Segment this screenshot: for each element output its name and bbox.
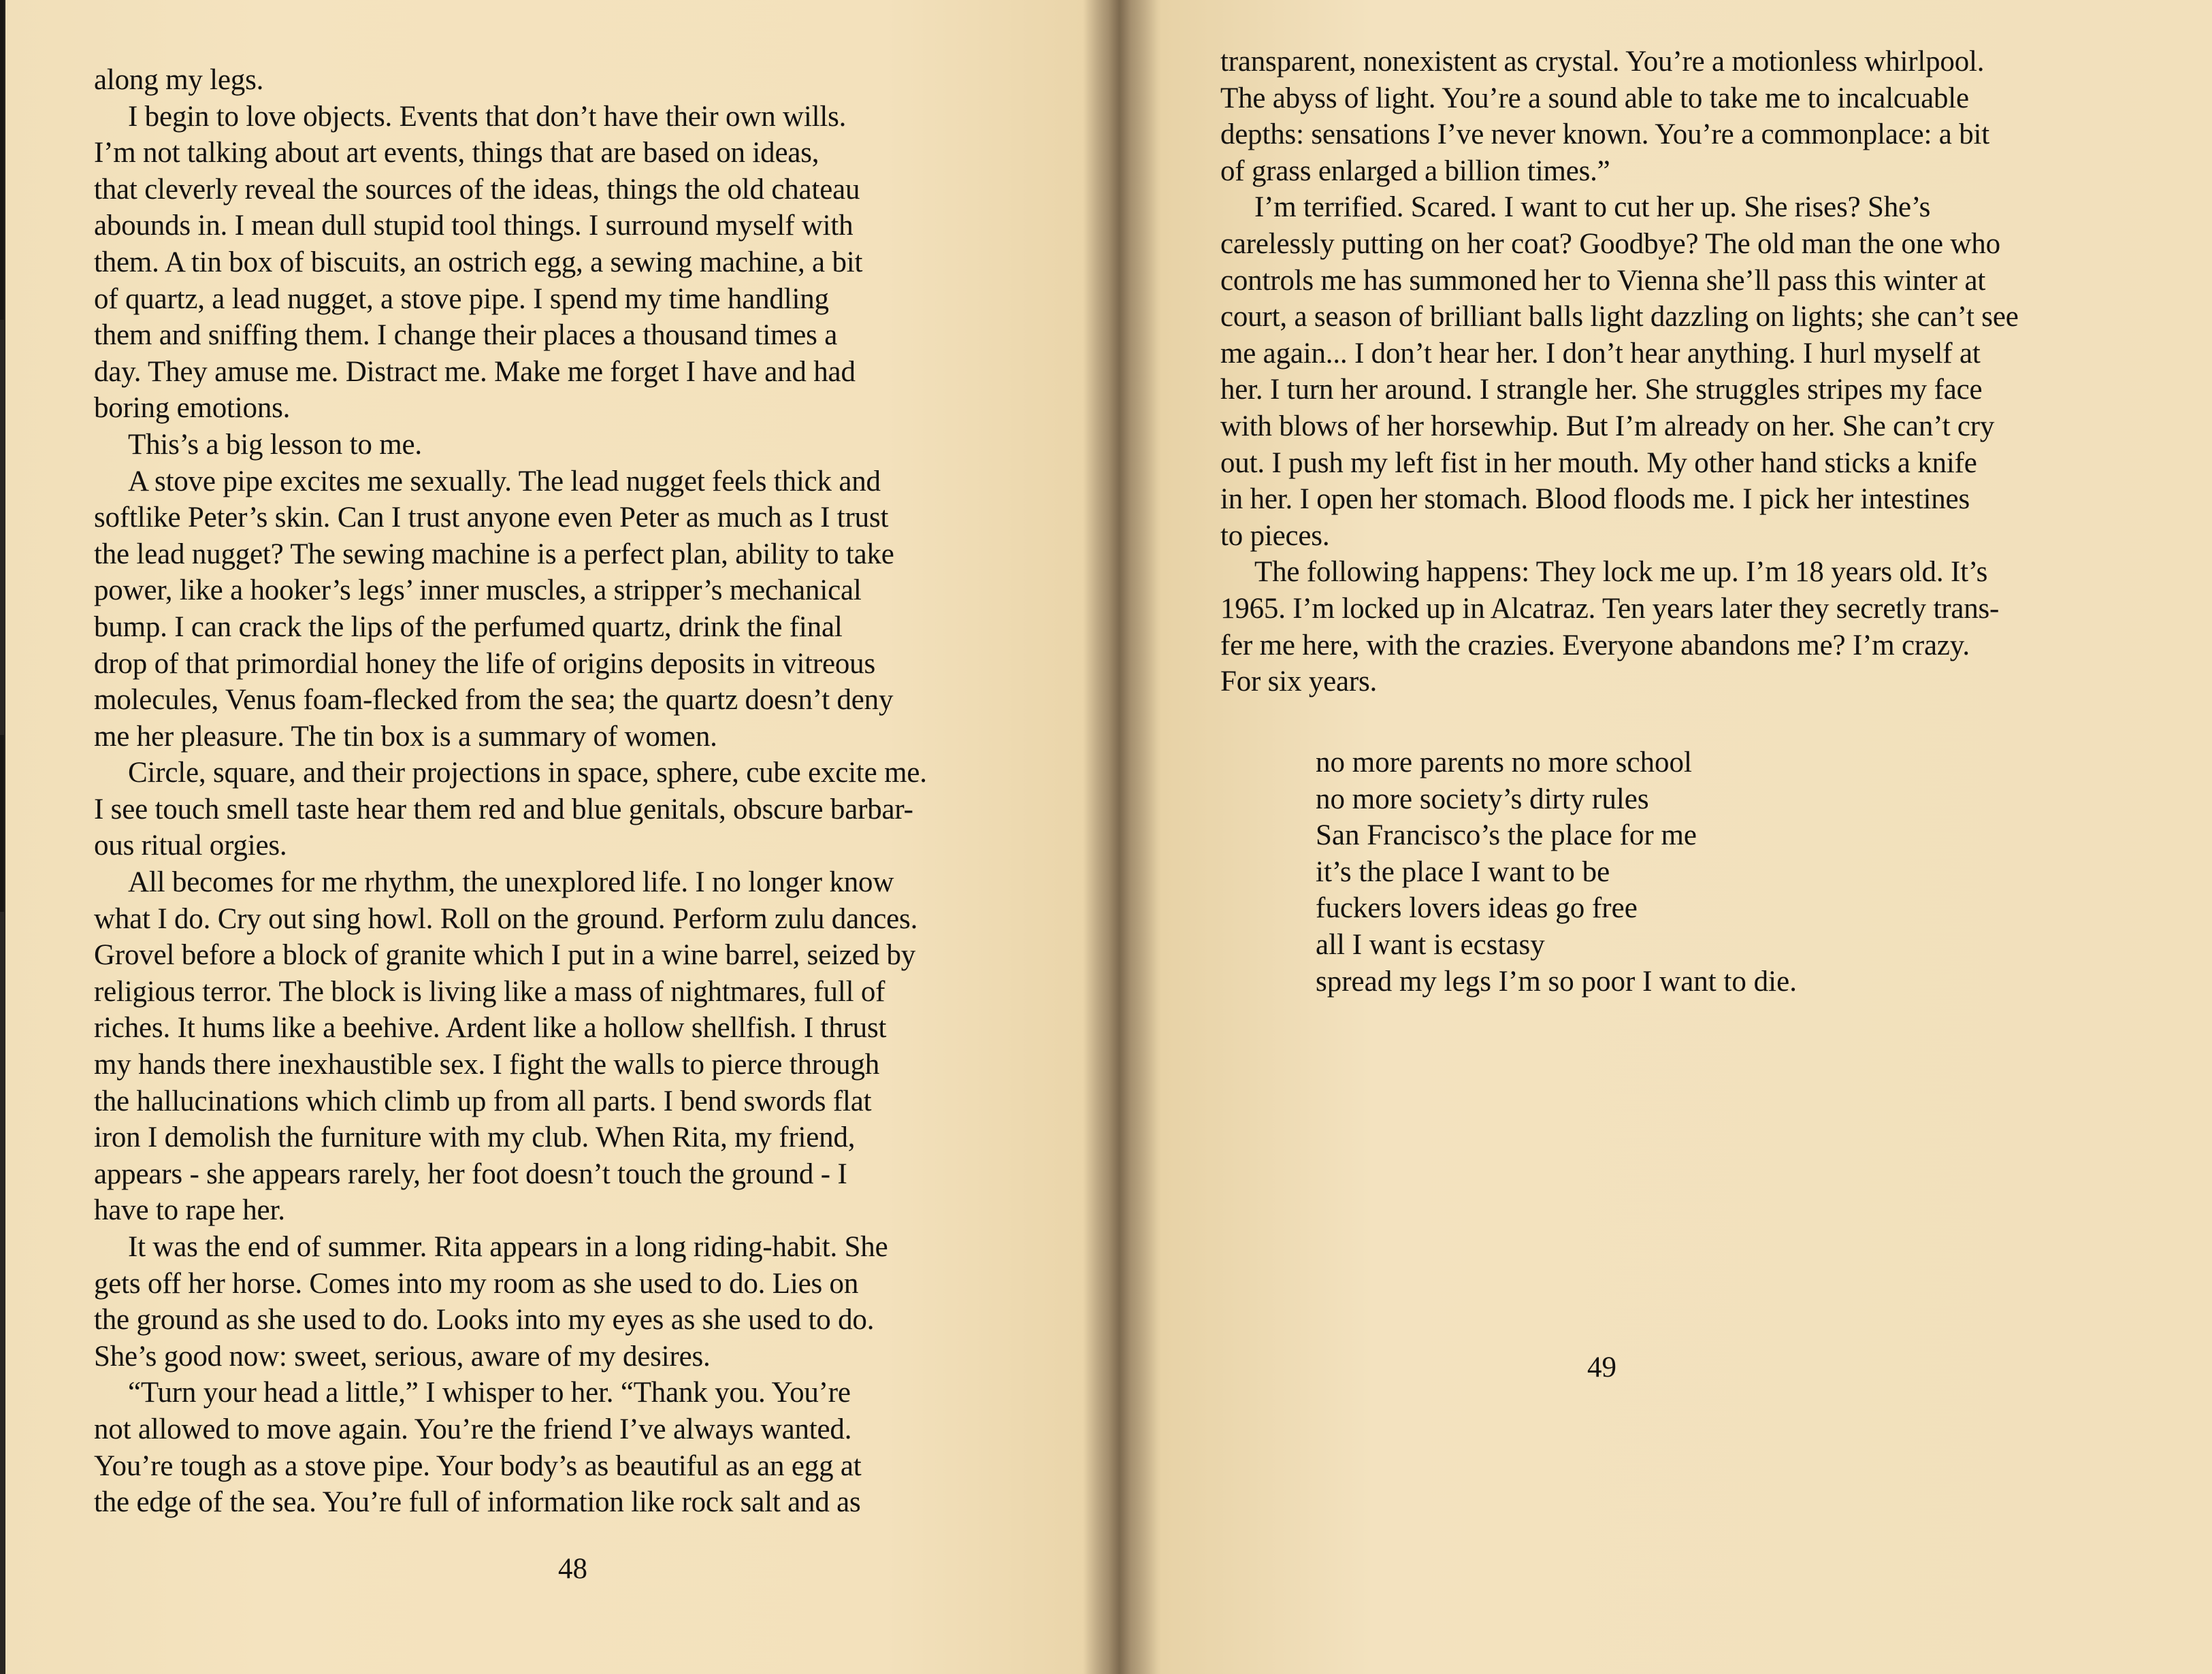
text-line: controls me has summoned her to Vienna she’ll pass this winter at — [1220, 264, 1986, 297]
text-line: power, like a hooker’s legs’ inner muscles, a stripper’s mechanical — [94, 574, 862, 607]
text-line: riches. It hums like a beehive. Ardent like a hollow shellfish. I thrust — [94, 1012, 887, 1045]
text-line: bump. I can crack the lips of the perfumed quartz, drink the final — [94, 610, 843, 643]
text-line: appears - she appears rarely, her foot doesn’t touch the ground - I — [94, 1158, 847, 1190]
text-line: of quartz, a lead nugget, a stove pipe. I spend my time handling — [94, 282, 829, 315]
text-line: them and sniffing them. I change their places a thousand times a — [94, 319, 838, 352]
poem-line: spread my legs I’m so poor I want to die. — [1316, 965, 1797, 998]
text-line: boring emotions. — [94, 392, 291, 425]
text-line: iron I demolish the furniture with my club. When Rita, my friend, — [94, 1121, 856, 1154]
text-line: her. I turn her around. I strangle her. She struggles stripes my face — [1220, 374, 1983, 406]
text-line: The abyss of light. You’re a sound able to take me to incalcuable — [1220, 82, 1969, 114]
text-line: depths: sensations I’ve never known. You’re a commonplace: a bit — [1220, 118, 1990, 151]
poem-line: all I want is ecstasy — [1316, 928, 1545, 961]
text-line: carelessly putting on her coat? Goodbye? The old man the one who — [1220, 227, 2000, 260]
text-line: that cleverly reveal the sources of the ideas, things the old chateau — [94, 173, 860, 206]
text-line: in her. I open her stomach. Blood floods me. I pick her intestines — [1220, 483, 1970, 516]
text-line: religious terror. The block is living like a mass of nightmares, full of — [94, 975, 885, 1008]
poem-line: no more society’s dirty rules — [1316, 783, 1649, 815]
text-line: I’m not talking about art events, things that are based on ideas, — [94, 137, 819, 169]
text-line: me again... I don’t hear her. I don’t hear anything. I hurl myself at — [1220, 337, 1981, 370]
text-line: It was the end of summer. Rita appears in a long riding-habit. She — [128, 1231, 888, 1263]
text-line: the ground as she used to do. Looks into my eyes as she used to do. — [94, 1304, 875, 1336]
text-line: For six years. — [1220, 666, 1378, 698]
text-line: 1965. I’m locked up in Alcatraz. Ten years later they secretly trans- — [1220, 592, 2000, 625]
text-line: molecules, Venus foam-flecked from the sea; the quartz doesn’t deny — [94, 684, 894, 717]
poem-line: fuckers lovers ideas go free — [1316, 892, 1638, 925]
text-line: The following happens: They lock me up. I’m 18 years old. It’s — [1254, 556, 1988, 589]
text-line: have to rape her. — [94, 1194, 285, 1227]
text-line: A stove pipe excites me sexually. The lead nugget feels thick and — [128, 465, 881, 497]
poem-stanza — [1316, 744, 1797, 1000]
text-line: my hands there inexhaustible sex. I fight the walls to pierce through — [94, 1049, 880, 1081]
poem-line: it’s the place I want to be — [1316, 855, 1610, 888]
text-line: “Turn your head a little,” I whisper to her. “Thank you. You’re — [128, 1377, 851, 1409]
text-line: transparent, nonexistent as crystal. You’re a motionless whirlpool. — [1220, 46, 1985, 78]
text-line: them. A tin box of biscuits, an ostrich egg, a sewing machine, a bit — [94, 246, 863, 278]
text-line: gets off her horse. Comes into my room as she used to do. Lies on — [94, 1267, 859, 1300]
text-line: I begin to love objects. Events that don’t have their own wills. — [128, 100, 847, 133]
text-line: All becomes for me rhythm, the unexplored life. I no longer know — [128, 866, 894, 899]
text-line: Circle, square, and their projections in space, sphere, cube excite me. — [128, 757, 927, 789]
text-line: to pieces. — [1220, 519, 1330, 552]
right-page-body — [1220, 44, 2019, 700]
text-line: the edge of the sea. You’re full of information like rock salt and as — [94, 1486, 861, 1519]
text-line: abounds in. I mean dull stupid tool things. I surround myself with — [94, 210, 853, 242]
text-line: the hallucinations which climb up from all parts. I bend swords flat — [94, 1085, 872, 1117]
page-number-left: 48 — [558, 1553, 587, 1585]
poem-line: no more parents no more school — [1316, 746, 1692, 778]
page-number-right: 49 — [1587, 1351, 1616, 1383]
text-line: the lead nugget? The sewing machine is a perfect plan, ability to take — [94, 538, 894, 570]
text-line: She’s good now: sweet, serious, aware of my desires. — [94, 1340, 711, 1373]
text-line: with blows of her horsewhip. But I’m already on her. She can’t cry — [1220, 410, 1995, 442]
text-line: This’s a big lesson to me. — [128, 428, 422, 461]
text-line: softlike Peter’s skin. Can I trust anyone even Peter as much as I trust — [94, 502, 889, 534]
text-line: what I do. Cry out sing howl. Roll on the ground. Perform zulu dances. — [94, 902, 918, 935]
text-line: court, a season of brilliant balls light dazzling on lights; she can’t see — [1220, 301, 2019, 333]
text-line: me her pleasure. The tin box is a summary of women. — [94, 720, 717, 753]
text-line: You’re tough as a stove pipe. Your body’s as beautiful as an egg at — [94, 1449, 862, 1482]
right-page — [1130, 0, 2212, 1674]
text-line: out. I push my left fist in her mouth. My other hand sticks a knife — [1220, 446, 1977, 479]
text-line: I’m terrified. Scared. I want to cut her up. She rises? She’s — [1254, 191, 1931, 224]
text-line: I see touch smell taste hear them red and blue genitals, obscure barbar- — [94, 793, 913, 825]
text-line: Grovel before a block of granite which I put in a wine barrel, seized by — [94, 939, 916, 972]
text-line: ous ritual orgies. — [94, 830, 287, 862]
text-line: day. They amuse me. Distract me. Make me forget I have and had — [94, 355, 856, 388]
text-line: of grass enlarged a billion times.” — [1220, 154, 1610, 187]
text-line: fer me here, with the crazies. Everyone abandons me? I’m crazy. — [1220, 629, 1970, 661]
poem-line: San Francisco’s the place for me — [1316, 819, 1697, 852]
text-line: not allowed to move again. You’re the friend I’ve always wanted. — [94, 1413, 852, 1445]
text-line: along my legs. — [94, 64, 264, 96]
text-line: drop of that primordial honey the life of origins deposits in vitreous — [94, 647, 875, 680]
left-page-body — [94, 62, 927, 1521]
